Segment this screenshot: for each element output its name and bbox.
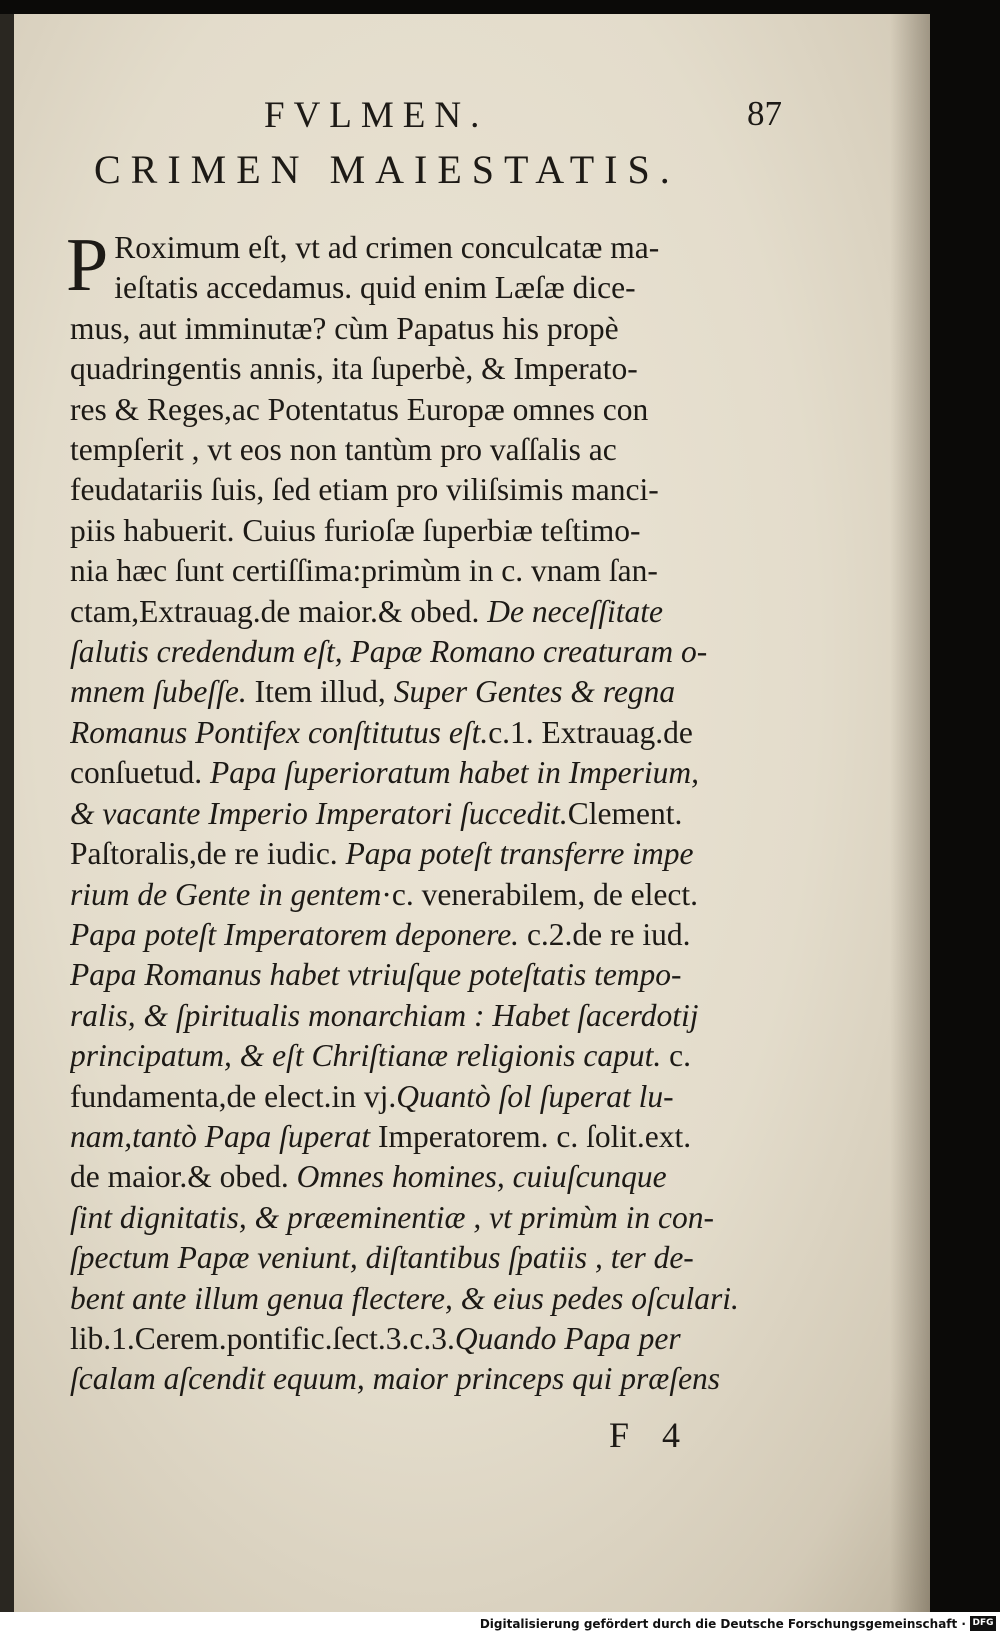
italic-segment: principatum, & eſt Chriſtianæ religionis caput.: [70, 1038, 662, 1074]
section-title: CRIMEN MAIESTATIS.: [94, 147, 680, 192]
roman-segment: c.: [661, 1038, 691, 1074]
text-line: [70, 632, 795, 672]
italic-segment: mnem ſubeſſe.: [70, 674, 247, 710]
running-head: FVLMEN.: [264, 95, 489, 136]
italic-segment: bent ante illum genua flectere, & eius pedes oſculari.: [70, 1280, 739, 1316]
roman-segment: nia hæc ſunt certiſſima:primùm in c. vnam ſan-: [70, 553, 658, 589]
page-number: 87: [747, 94, 782, 133]
text-line: [70, 1359, 795, 1399]
italic-segment: nam,tantò Papa ſuperat: [70, 1118, 378, 1154]
italic-segment: Papa poteſt Imperatorem deponere.: [70, 916, 520, 952]
drop-cap: P: [66, 223, 109, 307]
text-line: [114, 228, 795, 268]
italic-segment: Papa Romanus habet vtriuſque poteſtatis tempo-: [70, 957, 682, 993]
italic-segment: Quando Papa per: [454, 1320, 681, 1356]
text-line: [70, 955, 795, 995]
italic-segment: De neceſſitate: [487, 593, 664, 629]
roman-segment: de maior.& obed.: [70, 1159, 297, 1195]
text-line: [70, 996, 795, 1036]
roman-segment: Clement.: [567, 795, 683, 831]
text-line: [70, 470, 795, 510]
text-line: [70, 915, 795, 955]
text-line: [70, 672, 795, 712]
roman-segment: Paſtoralis,de re iudic.: [70, 836, 346, 872]
text-line: [70, 834, 795, 874]
text-lines: [70, 228, 795, 1400]
roman-segment: piis habuerit. Cuius furioſæ ſuperbiæ teſtimo-: [70, 512, 641, 548]
roman-segment: ·c. venerabilem, de elect.: [381, 876, 698, 912]
italic-segment: ſalutis credendum eſt, Papæ Romano creaturam o-: [70, 634, 708, 670]
roman-segment: Item illud,: [246, 674, 394, 710]
italic-segment: ſcalam aſcendit equum, maior princeps qui præſens: [70, 1361, 721, 1397]
text-line: [70, 349, 795, 389]
text-line: [70, 794, 795, 834]
text-line: [70, 753, 795, 793]
roman-segment: lib.1.Cerem.pontific.ſect.3.c.3.: [70, 1320, 455, 1356]
roman-segment: ctam,Extrauag.de maior.& obed.: [70, 593, 488, 629]
text-line: [70, 1238, 795, 1278]
italic-segment: Quantò ſol ſuperat lu-: [396, 1078, 674, 1114]
italic-segment: Super Gentes & regna: [393, 674, 676, 710]
roman-segment: c. ſolit.ext.: [548, 1118, 692, 1154]
italic-segment: Papa poteſt transferre impe: [345, 836, 694, 872]
text-line: [70, 1077, 795, 1117]
italic-segment: Papa ſuperioratum habet in Imperium,: [209, 755, 700, 791]
roman-segment: quadringentis annis, ita ſuperbè, & Imperato-: [70, 351, 638, 387]
roman-segment: c.2.de re iud.: [519, 916, 691, 952]
italic-segment: rium de Gente in gentem: [70, 876, 382, 912]
body-text: [66, 223, 795, 1400]
roman-segment: Imperatorem.: [378, 1118, 549, 1154]
italic-segment: ſint dignitatis, & præeminentiæ , vt primùm in con-: [70, 1199, 714, 1235]
roman-segment: res & Reges,ac Potentatus Europæ omnes con: [70, 391, 649, 427]
page-edge-shadow: [890, 14, 930, 1612]
italic-segment: & vacante Imperio Imperatori ſuccedit.: [70, 795, 568, 831]
text-line: [70, 1198, 795, 1238]
text-line: [70, 875, 795, 915]
funding-credit: Digitalisierung gefördert durch die Deutsche Forschungsgemeinschaft ·: [479, 1617, 966, 1631]
dfg-logo: DFG: [970, 1616, 996, 1631]
text-line: [114, 268, 795, 308]
roman-segment: ieſtatis accedamus. quid enim Læſæ dice-: [114, 270, 636, 306]
italic-segment: ralis, & ſpiritualis monarchiam : Habet ſacerdotij: [70, 997, 699, 1033]
roman-segment: feudatariis ſuis, ſed etiam pro viliſsimis manci-: [70, 472, 659, 508]
italic-segment: Omnes homines, cuiuſcunque: [296, 1159, 667, 1195]
italic-segment: ſpectum Papæ veniunt, diſtantibus ſpatiis , ter de-: [70, 1240, 694, 1276]
text-line: [70, 511, 795, 551]
text-line: [70, 309, 795, 349]
text-line: [70, 1279, 795, 1319]
signature-mark: F 4: [609, 1415, 693, 1455]
roman-segment: Roximum eſt, vt ad crimen conculcatæ ma-: [114, 230, 660, 265]
roman-segment: fundamenta,de elect.in vj.: [70, 1078, 397, 1114]
text-line: [70, 430, 795, 470]
text-line: [70, 551, 795, 591]
roman-segment: tempſerit , vt eos non tantùm pro vaſſalis ac: [70, 432, 617, 468]
text-line: [70, 592, 795, 632]
text-line: [70, 1319, 795, 1359]
roman-segment: conſuetud.: [70, 755, 210, 791]
text-line: [70, 390, 795, 430]
roman-segment: mus, aut imminutæ? cùm Papatus his propè: [70, 310, 619, 346]
italic-segment: Romanus Pontifex conſtitutus eſt.: [70, 714, 489, 750]
text-line: [70, 1117, 795, 1157]
roman-segment: c.1. Extrauag.de: [488, 714, 693, 750]
text-line: [70, 1157, 795, 1197]
footer-bar: [0, 1612, 1000, 1634]
text-line: [70, 1036, 795, 1076]
text-line: [70, 713, 795, 753]
book-page: [0, 14, 930, 1612]
